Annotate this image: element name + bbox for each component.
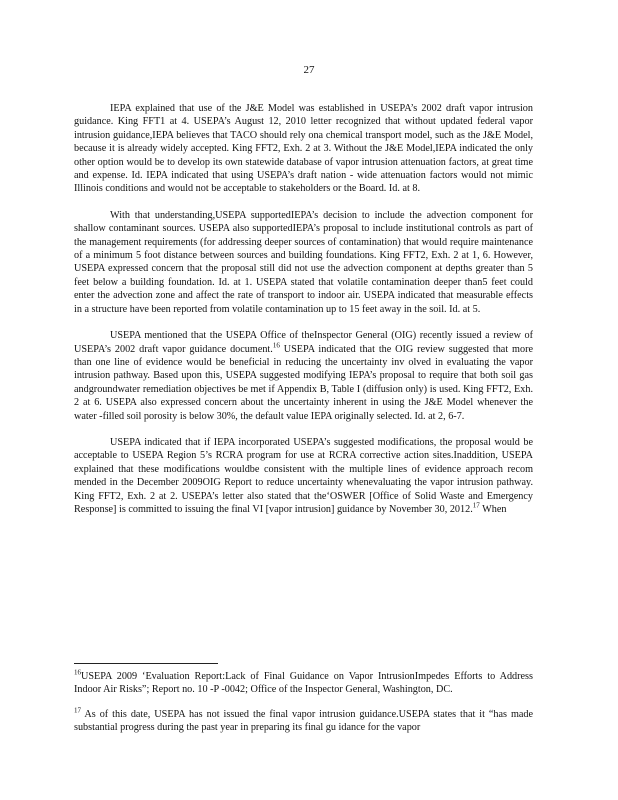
footnotes xyxy=(74,670,533,746)
paragraph-4 xyxy=(74,436,533,516)
footnote-16-text: USEPA 2009 ‘Evaluation Report:Lack of Final Guidance on Vapor IntrusionImpedes Efforts to Address Indoor Air Risks”; Report no. 10 -P -0042; Office of the Inspector General, Washington, DC. xyxy=(74,671,533,696)
page-number: 27 xyxy=(303,64,315,76)
paragraph-4-text: USEPA indicated that if IEPA incorporated USEPA’s suggested modifications, the proposal would be acceptable to USEPA Region 5’s RCRA program for use at RCRA corrective action sites.Inaddition, USEPA explained that these modifications wouldbe consistent with the multiple lines of evidence approach recom mended in the December 2009OIG Report to reduce uncertainty whenevaluating the vapor intrusion pathway. King FFT2, Exh. 2 at 2. USEPA’s letter also stated that the‘OSWER [Office of Solid Waste and Emergency Response] is committed to issuing the final VI [vapor intrusion] guidance by November 30, 2012. xyxy=(74,436,533,515)
paragraph-3 xyxy=(74,329,533,423)
footnote-ref-16: 16 xyxy=(272,341,280,350)
paragraph-1: IEPA explained that use of the J&E Model was established in USEPA’s 2002 draft vapor intrusion guidance. King FFT1 at 4. USEPA’s August 12, 2010 letter recognized that without updated federal vapor intrusion guidance,IEPA believes that TACO should rely ona chemical transport model, such as the J&E Model, because it is already widely accepted. King FFT2, Exh. 2 at 3. Without the J&E Model,IEPA indicated the only other option would be to develop its own statewide database of vapor intrusion attenuation factors, at great time and expense. Id. IEPA indicated that using USEPA’s draft nation - wide attenuation factors would not mimic Illinois conditions and would not be acceptable to stakeholders or the Board. Id. at 8. xyxy=(74,103,533,195)
footnote-17 xyxy=(74,708,533,735)
body-text xyxy=(74,96,533,529)
paragraph-3-continued: USEPA indicated that the OIG review suggested that more than one line of evidence would be beneficial in reducing the uncertainty inv olved in evaluating the vapor intrusion pathway. Based upon this, USEPA suggested modifying IEPA’s proposal to require that both soil gas andgroundwater remediation objectives be met if Appendix B, Table I (diffusion only) is used. King FFT2, Exh. 2 at 6. USEPA also expressed concern about the uncertainty inherent in using the J&E Model whenever the water -filled soil porosity is below 30%, the default value IEPA originally selected. Id. at 2, 6-7. xyxy=(74,343,533,422)
footnote-16-marker: 16 xyxy=(74,668,81,677)
footnote-16 xyxy=(74,670,533,697)
footnote-ref-17: 17 xyxy=(472,501,480,510)
paragraph-4-tail: When xyxy=(482,503,507,515)
footnote-17-text: As of this date, USEPA has not issued the final vapor intrusion guidance.USEPA states that it “has made substantial progress during the past year in preparing its final gu idance for the vapor xyxy=(74,708,534,734)
paragraph-3-text: USEPA mentioned that the USEPA Office of theInspector General (OIG) recently issued a review of USEPA’s 2002 draft vapor guidance document. xyxy=(74,330,533,355)
paragraph-2: With that understanding,USEPA supportedIEPA’s decision to include the advection component for shallow contaminant sources. USEPA also supportedIEPA’s proposal to include institutional controls as part of the management requirements (for addressing deeper sources of contamination) that would require maintenance of a minimum 5 foot distance between sources and building foundations. King FFT2, Exh. 2 at 1, 6. However, USEPA expressed concern that the proposal still did not use the advection component at depths greater than 5 feet below a building foundation. Id. at 1. USEPA stated that volatile contamination deeper than5 feet could enter the advection zone and affect the rate of transport to indoor air. USEPA indicated that measurable effects in a structure have been reported from volatile contamination up to 15 feet away in the soil. Id. at 5. xyxy=(74,209,533,315)
footnote-divider xyxy=(74,663,218,664)
footnote-17-marker: 17 xyxy=(74,706,81,715)
